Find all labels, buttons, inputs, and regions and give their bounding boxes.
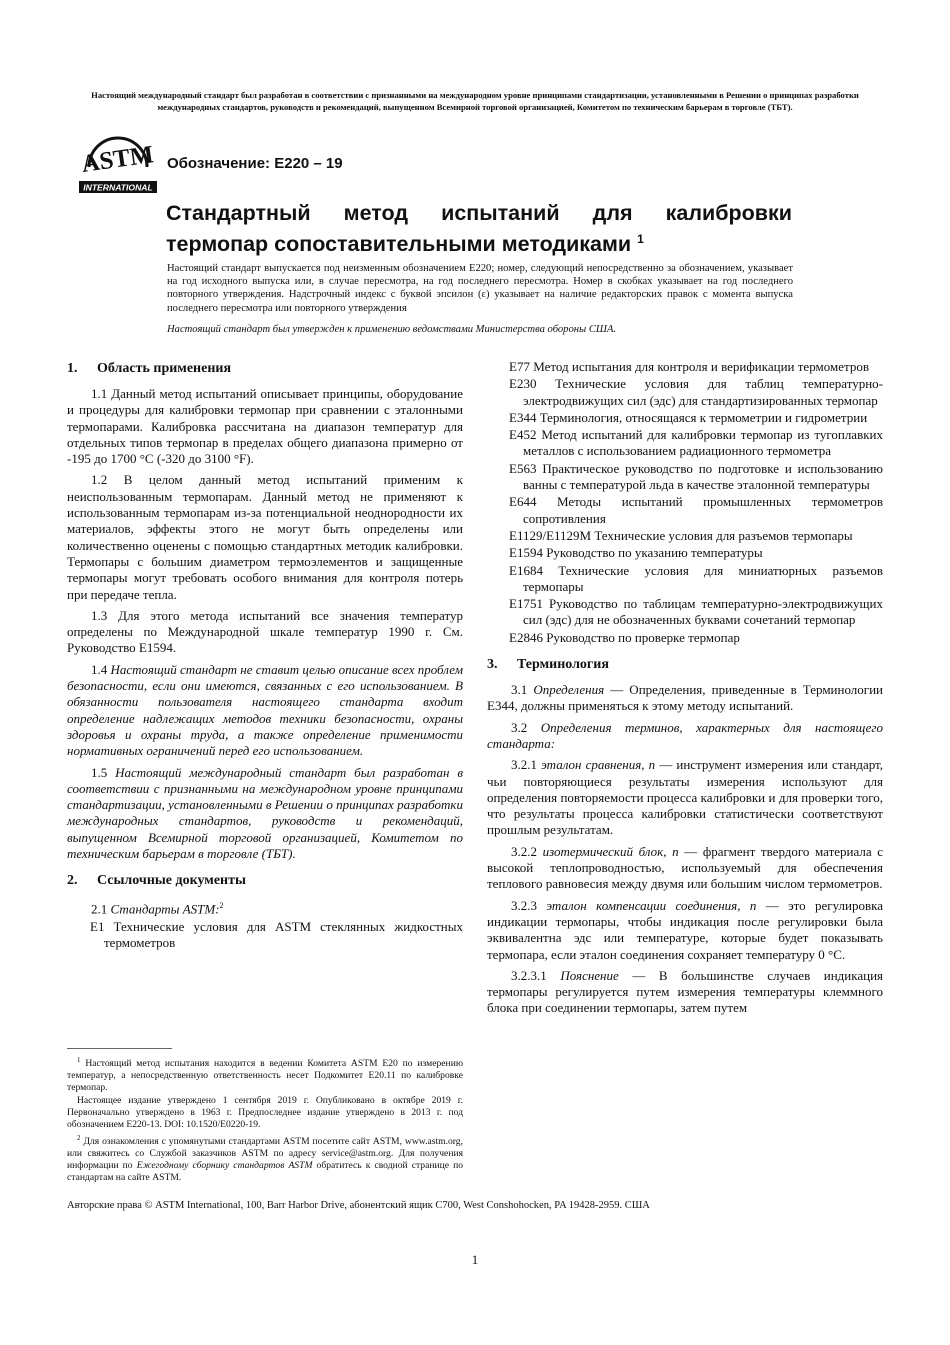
reference-item: E77 Метод испытания для контроля и верификации термометров [509,359,869,374]
paragraph-1-2: 1.2 В целом данный метод испытаний применим к неиспользованным термопарам. Данный метод не применяют к использованным термопарам из-за потенциальной неоднородности их материалов, эффекты этого не могут быть определены или количественно оценены с помощью стандартных методик калибровки. Термопары с большим диаметром термоэлементов и защищенные термопары могут требовать особого внимания для контроля потерь при передаче тепла. [67,472,463,602]
document-title [166,200,792,257]
footnote-1: $^1$ Настоящий метод испытания находится в ведении Комитета ASTM E20 по измерению температур, а непосредственную ответственность несет Подкомитет E20.11 по калибровке термопар. [67,1056,463,1094]
footnotes [67,1048,463,1185]
reference-item: E2846 Руководство по проверке термопар [509,629,740,645]
logo-mark-text: ASTM [79,141,156,178]
reference-item: E344 Терминология, относящаяся к термометрии и гидрометрии [509,409,868,425]
section-1-heading: 1. Область применения [67,361,232,376]
footnote-2: $^2$ Для ознакомления с упомянутыми стандартами ASTM посетите сайт ASTM, www.astm.org, или свяжитесь со Службой заказчиков ASTM по адресу service@astm.org. Для получения информации по Ежегодному сборнику стандартов ASTM обратитесь к сводной странице по стандартам на сайте ASTM. [67,1134,464,1184]
paragraph-3-2-3-1: 3.2.3.1 Пояснение — В большинстве случаев индикация термопары регулируется путем измерения температуры клеммного блока при соединении термопары, затем путем [487,967,884,1016]
reference-item: E563 Практическое руководство по подготовке и использованию ванны с температурой льда в качестве эталонной температуры [509,460,883,493]
paragraph-3-2: 3.2 Определения терминов, характерных для настоящего стандарта: [487,719,884,751]
copyright-line: Авторские права © ASTM International, 100, Barr Harbor Drive, абонентский ящик C700, West Conshohocken, PA 19428-2959. США [67,1200,650,1211]
paragraph-1-3: 1.3 Для этого метода испытаний все значения температур определены по Международной шкале температур 1990 г. См. Руководство E1594. [67,607,463,656]
reference-item: E452 Метод испытаний для калибровки термопар из тугоплавких металлов с использованием радиационного термометра [509,427,883,459]
dod-approval-note: Настоящий стандарт был утвержден к применению ведомствами Министерства обороны США. [167,323,617,335]
page-number: 1 [471,1252,479,1267]
paragraph-3-1: 3.1 Определения — Определения, приведенные в Терминологии E344, должны применяться к этому методу испытаний. [487,682,884,714]
preamble-text: Настоящий стандарт выпускается под неизменным обозначением E220; номер, следующий непосредственно за обозначением, указывает на год исходного выпуска или, в случае пересмотра, на год последнего пересмотра. Номер в скобках указывает на год последнего повторного утверждения. Надстрочный индекс с буквой эпсилон (ε) указывает на наличие редакторских правок с момента выпуска последнего пересмотра или повторного утверждения [167,263,793,314]
title-line-2 [166,226,792,257]
right-column [487,359,883,1022]
paragraph-3-2-3: 3.2.3 эталон компенсации соединения, n — это регулировка индикации термопары, чтобы индикация после регулировки была эквивалентна эдс или температуре, которые будет показывать термопара, если эталон соединения сохраняет температуру 0 °C. [487,897,884,962]
paragraph-3-2-2: 3.2.2 изотермический блок, n — фрагмент твердого материала с высокой теплопроводностью, используемый для обеспечения теплового равновесия между двумя или большим числом термометров. [487,843,884,892]
reference-item: E1684 Технические условия для миниатюрных разъемов термопары [509,562,883,594]
paragraph-1-1: 1.1 Данный метод испытаний описывает принципы, оборудование и процедуры для калибровки термопар при сравнении с эталонными термопарами. Калибровка рассчитана на диапазон температур для отдельных типов термопар в пределах общего диапазона примерно от -195 до 1700 °C (-320 до 3100 °F). [67,386,463,467]
international-standard-notice: Настоящий международный стандарт был разработан в соответствии с признанными на международном уровне принципами стандартизации, установленными в Решении о принципах разработки международных стандартов, руководств и рекомендаций, выпущенном Всемирной торговой организацией, Комитетом по техническим барьерам в торговле (ТБТ). [91,90,859,112]
paragraph-1-5: 1.5 Настоящий международный стандарт был разработан в соответствии с признанными на международном уровне принципами стандартизации, установленными в Решении о принципах разработки международных стандартов, руководств и рекомендаций, выпущенном Всемирной торговой организацией, Комитетом по техническим барьерам в торговле (ТБТ). [67,764,463,862]
reference-item: E644 Методы испытаний промышленных термометров сопротивления [509,494,884,526]
footnote-1-edition: Настоящее издание утверждено 1 сентября 2019 г. Опубликовано в октябре 2019 г. Первоначально утверждено в 1963 г. Предпоследнее издание утверждено в 2013 г. под обозначением E220-13. DOI: 10.1520/E0220-19. [67,1095,463,1131]
title-line-2-text: термопар сопоставительными методиками [166,232,632,257]
section-3-heading: 3. Терминология [487,657,609,673]
astm-standards-subheading: 2.1 Стандарты ASTM:$^2$ [91,901,224,917]
section-2-heading: 2. Ссылочные документы [67,873,246,889]
paragraph-1-4: 1.4 Настоящий стандарт не ставит целью описание всех проблем безопасности, если они имеются, связанных с его использованием. В обязанности пользователя настоящего стандарта входит определение надлежащих методов техники безопасности, охраны здоровья и охраны труда, а также определение применимости нормативных ограничений перед его использованием. [67,661,463,759]
designation: Обозначение: E220 – 19 [167,155,343,172]
title-footnote-mark: 1 [637,232,644,246]
reference-item: E1751 Руководство по таблицам температурно-электродвижущих сил (эдс) для не обозначенных буквами сочетаний термопар [509,596,884,628]
astm-logo [77,123,159,195]
preamble [167,262,793,336]
paragraph-3-2-1: 3.2.1 эталон сравнения, n — инструмент измерения или стандарт, чьи повторяющиеся результаты измерения используют для определения повторяемости процесса калибровки и для проверки того, что результаты процесса калибровки статистически соответствуют прошлым результатам. [487,757,884,838]
reference-list [487,359,883,646]
footnote-divider [67,1048,172,1049]
reference-item-e1: E1 Технические условия для ASTM стеклянных жидкостных термометров [90,918,463,951]
logo-international-text: INTERNATIONAL [83,182,153,193]
title-line-1: Стандартный метод испытаний для калибровки [166,201,792,225]
reference-item: E230 Технические условия для таблиц температурно-электродвижущих сил (эдс) для стандартизированных термопар [509,376,883,408]
left-column [67,360,463,953]
reference-item: E1129/E1129M Технические условия для разъемов термопары [509,527,853,543]
reference-item: E1594 Руководство по указанию температуры [509,545,763,561]
